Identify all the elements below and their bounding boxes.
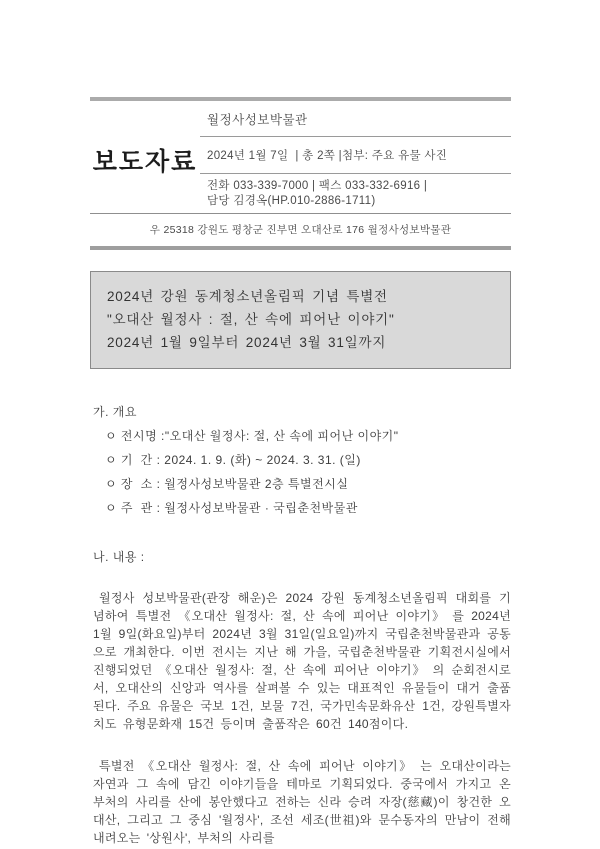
- overview-item-period: ㅇ 기 간 : 2024. 1. 9. (화) ~ 2024. 3. 31. (일): [105, 453, 361, 467]
- doc-type-label: 보도자료: [92, 148, 198, 176]
- overview-item-exhibition-name: ㅇ 전시명 :"오대산 월정사: 절, 산 속에 피어난 이야기": [105, 429, 399, 443]
- document-content: [90, 97, 511, 847]
- overview-heading: 가. 개요: [93, 405, 137, 419]
- title-line-period: 2024년 1월 9일부터 2024년 3월 31일까지: [107, 335, 387, 350]
- overview-item-venue: ㅇ 장 소 : 월정사성보박물관 2층 특별전시실: [105, 477, 349, 491]
- content-heading: 나. 내용 :: [93, 550, 145, 564]
- phone-line: 전화 033-339-7000 | 팩스 033-332-6916 |: [207, 180, 428, 192]
- exhibition-title-box: [90, 271, 511, 369]
- title-line-name: "오대산 월정사 : 절, 산 속에 피어난 이야기": [107, 312, 395, 327]
- body-paragraph-2: 특별전 《오대산 월정사: 절, 산 속에 피어난 이야기》 는 오대산이라는 자연과 그 속에 담긴 이야기들을 테마로 기획되었다. 중국에서 가지고 온 부처의 사리를 산에 봉안했다고 전하는 신라 승려 자장(慈藏)이 창건한 오대산, 그리고 그 중심 '월정사', 조선 세조(世祖)와 문수동자의 만남이 전해 내려오는 '상원사', 부처의 사리를: [93, 759, 511, 845]
- date-line: 2024년 1월 7일 | 총 2쪽 |첨부: 주요 유물 사진: [200, 137, 511, 174]
- address-line: 우 25318 강원도 평창군 진부면 오대산로 176 월정사성보박물관: [149, 224, 452, 236]
- header-info-block: [200, 107, 511, 213]
- body-paragraph-1: 월정사 성보박물관(관장 해운)은 2024 강원 동계청소년올림픽 대회를 기념하여 특별전 《오대산 월정사: 절, 산 속에 피어난 이야기》 를 2024년 1월 9일(화요일)부터 2024년 3월 31일(일요일)까지 국립춘천박물관과 공동으로 개최한다. 이번 전시는 지난 해 가을, 국립춘천박물관 기획전시실에서 진행되었던 《오대산 월정사: 절, 산 속에 피어난 이야기》 의 순회전시로서, 오대산의 신앙과 역사를 살펴볼 수 있는 대표적인 유물들이 대거 출품된다. 주요 유물은 국보 1건, 보물 7건, 국가민속문화유산 1건, 강원특별자치도 유형문화재 15건 등이며 출품작은 60건 140점이다.: [93, 591, 511, 731]
- header-top-rule: [90, 97, 511, 101]
- overview-item-organizer: ㅇ 주 관 : 월정사성보박물관 · 국립춘천박물관: [105, 501, 358, 515]
- contact-lines: [200, 174, 511, 213]
- org-name: 월정사성보박물관: [200, 107, 511, 137]
- content-section: [93, 548, 511, 847]
- title-line-event: 2024년 강원 동계청소년올림픽 기념 특별전: [107, 289, 388, 304]
- header: [90, 107, 511, 213]
- header-bottom-rule: [90, 246, 511, 250]
- overview-section: [93, 403, 511, 516]
- contact-person-line: 담당 김경옥(HP.010-2886-1711): [207, 194, 376, 207]
